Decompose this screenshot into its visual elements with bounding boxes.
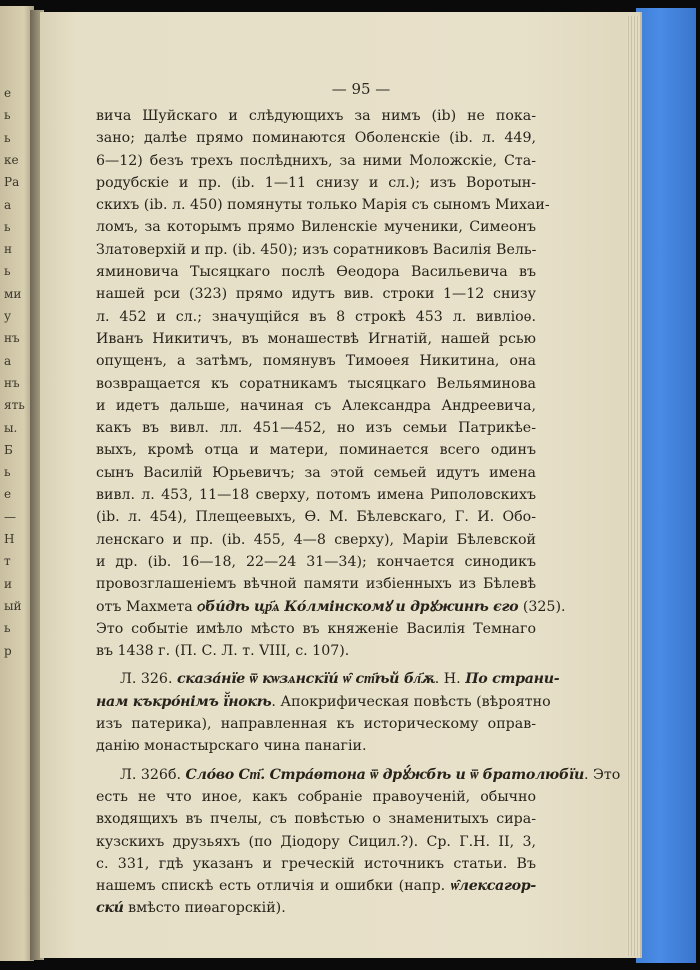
text-line — [96, 239, 536, 261]
left-page-text-fragment: ь — [4, 219, 11, 234]
left-page-text-fragment: р — [4, 643, 12, 658]
text-run: яминовича Тысяцкаго послѣ Ѳеодора Васильевича въ — [96, 264, 536, 281]
text-run: скихъ (ib. л. 450) помянуты только Марія съ сыномъ Михаи- — [96, 197, 550, 214]
text-line — [96, 105, 536, 127]
church-slavonic-quote: нам къкро́німъ ї̆нокѣ — [96, 693, 272, 710]
text-line — [96, 831, 536, 853]
left-page-text-fragment: ке — [4, 152, 19, 167]
left-page-text-fragment: а — [4, 353, 12, 368]
text-line — [96, 283, 536, 305]
text-run: кузскихъ друзьяхъ (по Діодору Сицил.?). Ср. Г.Н. II, 3, — [96, 833, 536, 850]
text-run: родубскіе и пр. (ib. 1—11 снизу и сл.); изъ Воротын- — [96, 174, 536, 191]
text-run: отъ Махмета — [96, 598, 198, 615]
text-run: выхъ, кромѣ отца и матери, поминается всего одинъ — [96, 442, 536, 459]
text-line — [96, 484, 536, 506]
left-page-text-fragment: ь — [4, 264, 11, 279]
left-page-text-fragment: у — [4, 309, 12, 323]
left-page-text-fragment: ь — [4, 465, 11, 480]
text-line — [96, 640, 536, 662]
text-line — [96, 713, 536, 735]
text-line — [96, 596, 566, 618]
text-line — [96, 439, 536, 461]
text-run: (325). — [518, 598, 566, 615]
left-page-text-fragment: ь — [4, 621, 11, 636]
text-line — [96, 417, 536, 439]
text-run: . Н. — [434, 671, 466, 688]
body-text — [96, 105, 621, 920]
text-run: и др. (ib. 16—18, 22—24 31—34); кончается синодикъ — [96, 553, 536, 570]
left-page-text-fragment: и — [4, 576, 12, 591]
text-run: данію монастырскаго чина панагіи. — [96, 738, 367, 755]
left-page-text-fragment: Б — [4, 442, 13, 457]
left-page-text-fragment: ми — [4, 286, 22, 301]
left-page-text-fragment: н — [4, 242, 12, 257]
text-run: ломъ, за которымъ прямо Виленскіе мученики, Симеонъ — [96, 219, 536, 236]
text-run: Л. 326. — [120, 671, 177, 688]
left-page-text-fragment: т — [4, 554, 11, 569]
page-number: — 95 — — [331, 80, 391, 98]
left-page-text-fragment: ый — [4, 598, 22, 613]
left-page-text-fragment: е — [4, 86, 12, 100]
text-line — [96, 172, 536, 194]
text-run: какъ въ вивл. лл. 451—452, но изъ семьи Патрикѣе- — [96, 420, 536, 437]
text-run: с. 331, гдѣ указанъ и греческій источникъ статьи. Въ — [96, 855, 536, 872]
left-page-text-fragment: — — [4, 509, 16, 524]
text-run: есть не что иное, какъ собраніе правоученій, обычно — [96, 788, 536, 805]
left-page-text-fragment: ь — [4, 108, 11, 123]
text-run: (ib. л. 454), Плещеевыхъ, Ѳ. М. Бѣлевскаго, Г. И. Обо- — [96, 509, 536, 526]
text-run: вмѣсто пиѳагорскій). — [123, 900, 286, 917]
text-run: ленскаго и пр. (ib. 455, 4—8 сверху), Маріи Бѣлевской — [96, 531, 536, 548]
text-line — [96, 691, 551, 713]
text-line — [96, 764, 621, 786]
left-page-edge — [0, 6, 34, 961]
text-run: провозглашеніемъ вѣчной памяти избіенныхъ из Бѣлевѣ — [96, 576, 536, 593]
paragraph — [96, 764, 621, 920]
text-run: вича Шуйскаго и слѣдующихъ за нимъ (ib) не пока- — [96, 108, 536, 124]
text-run: вивл. л. 453, 11—18 сверху, потомъ имена Риполовскихъ — [96, 487, 536, 504]
left-page-text-fragment: нъ — [4, 375, 20, 390]
text-line — [96, 395, 536, 417]
church-slavonic-quote: Сло́во Ст҃. Стра́ѳтона ѿ дрꙋ́жбѣ и ѿ братолюбїи — [185, 766, 585, 783]
text-run: изъ патерика), направленная къ историческому оправ- — [96, 716, 536, 733]
church-slavonic-quote: По страни- — [465, 671, 560, 688]
text-line — [96, 328, 536, 350]
page-edges — [626, 16, 640, 956]
left-page-text-fragment: ять — [4, 398, 25, 413]
text-line — [96, 462, 536, 484]
text-line — [96, 853, 536, 875]
text-line — [96, 350, 536, 372]
text-run: . Это — [584, 766, 621, 783]
text-run: возвращается къ соратникамъ тысяцкаго Вельяминова — [96, 375, 536, 392]
text-line — [96, 875, 536, 897]
church-slavonic-quote: ѻ҆би́дѣ цр҃ѧ Ко́лмінскомꙋ и дрꙋжинѣ єго — [197, 598, 519, 615]
text-run: въ 1438 г. (П. С. Л. т. VIII, с. 107). — [96, 643, 350, 660]
text-run: Иванъ Никитичъ, въ монашествѣ Игнатій, нашей рсью — [96, 330, 536, 347]
text-line — [96, 529, 536, 551]
left-page-text-fragment: Н — [4, 532, 15, 546]
text-run: Л. 326б. — [120, 766, 186, 783]
text-line — [96, 373, 536, 395]
text-run: и идетъ дальше, начиная съ Александра Андреевича, — [96, 397, 536, 414]
text-line — [96, 551, 536, 573]
text-run: Это событіе имѣло мѣсто въ княженіе Василія Темнаго — [96, 620, 536, 637]
text-run: 6—12) безъ трехъ послѣднихъ, за ними Моложскіе, Ста- — [96, 152, 536, 169]
text-line — [96, 897, 536, 919]
text-line — [96, 786, 536, 808]
church-slavonic-quote: ски́ — [96, 900, 124, 917]
text-line — [96, 808, 536, 830]
paragraph — [96, 668, 560, 757]
text-run: нашей рси (323) прямо идутъ вив. строки 1—12 снизу — [96, 286, 536, 303]
church-slavonic-quote: сказа́нїе ѿ кѡзѧнскїи́ ѡ̑ ст҃ѣй бл҃ѫ — [176, 671, 435, 688]
text-line — [96, 216, 536, 238]
blue-background — [636, 8, 696, 963]
left-page-text-fragment: Ра — [4, 175, 20, 190]
text-line — [96, 150, 536, 172]
text-run: Златоверхій и пр. (ib. 450); изъ соратниковъ Василія Вель- — [96, 241, 537, 258]
paragraph — [96, 105, 566, 662]
text-line — [96, 306, 536, 328]
text-line — [96, 618, 536, 640]
text-run: входящихъ въ пчелы, съ повѣстью о знаменитыхъ сира- — [96, 811, 536, 828]
church-slavonic-quote: ѡ̑лексагор- — [450, 878, 536, 895]
text-line — [96, 127, 536, 149]
text-line — [96, 573, 536, 595]
left-page-text-fragment: ь — [4, 130, 11, 145]
left-page-text-fragment: нъ — [4, 331, 20, 346]
text-line — [96, 668, 560, 690]
text-line — [96, 261, 536, 283]
text-line — [96, 506, 536, 528]
text-line — [96, 735, 536, 757]
text-run: зано; далѣе прямо поминаются Оболенскіе (ib. л. 449, — [96, 130, 536, 147]
text-run: л. 452 и сл.; значущійся въ 8 строкѣ 453 л. вивліоѳ. — [96, 308, 536, 325]
text-line — [96, 194, 550, 216]
left-page-text-fragment: е — [4, 487, 12, 502]
text-run: сынъ Василій Юрьевичъ; за этой семьей идутъ имена — [96, 464, 536, 481]
left-page-text-fragment: а — [4, 197, 12, 212]
text-run: . Апокрифическая повѣсть (вѣроятно — [271, 693, 551, 710]
left-page-text-fragment: ы. — [4, 420, 18, 435]
text-run: нашемъ спискѣ есть отличія и ошибки (напр. — [96, 878, 451, 895]
text-run: опущенъ, а затѣмъ, помянувъ Тимоѳея Никитина, она — [96, 353, 536, 370]
